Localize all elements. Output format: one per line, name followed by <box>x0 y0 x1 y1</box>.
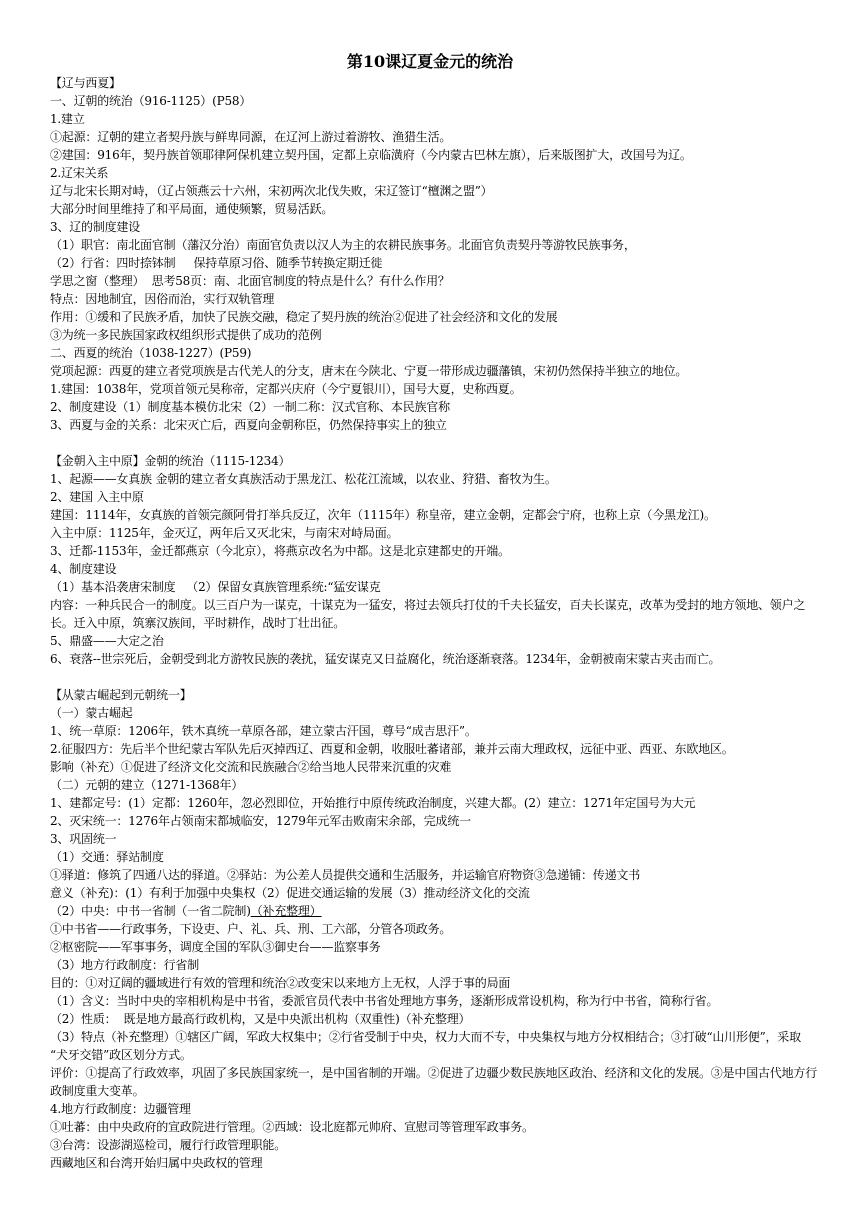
text-line: 4.地方行政制度：边疆管理 <box>50 1102 191 1116</box>
text-line: 辽与北宋长期对峙，（辽占领燕云十六州，宋初两次北伐失败，宋辽签订“檀渊之盟”） <box>50 184 493 198</box>
text-line: ①起源：辽朝的建立者契丹族与鲜卑同源，在辽河上游过着游牧、渔猎生活。 <box>50 130 452 144</box>
text-line: （3）地方行政制度：行省制 <box>50 958 200 972</box>
spacer <box>50 668 818 686</box>
text-line: 2.征服四方：先后半个世纪蒙古军队先后灭掉西辽、西夏和金朝，收服吐蕃诸部，兼并云南大理政权，远征中亚、西亚、东欧地区。 <box>50 742 734 756</box>
text-line: 1.建立 <box>50 112 85 126</box>
text-line: 一、辽朝的统治（916-1125）(P58） <box>50 94 252 108</box>
text-line <box>50 902 818 920</box>
text-line: （2）行省：四时捺钵制 保持草原习俗、随季节转换定期迁徙 <box>50 256 383 270</box>
section-liao-xixia <box>50 74 818 434</box>
text-line: 2、制度建设（1）制度基本模仿北宋（2）一制二称：汉式官称、本民族官称 <box>50 400 450 414</box>
section-heading: 【从蒙古崛起到元朝统一】 <box>50 688 192 702</box>
text-line: 1.建国：1038年，党项首领元昊称帝，定都兴庆府（今宁夏银川），国号大夏，史称西夏。 <box>50 382 522 396</box>
text-line: 大部分时间里维持了和平局面，通使频繁，贸易活跃。 <box>50 202 334 216</box>
text-line: 3、辽的制度建设 <box>50 220 141 234</box>
section-heading: 【金朝入主中原】金朝的统治（1115-1234） <box>50 454 291 468</box>
text-line: 5、鼎盛——大定之治 <box>50 634 164 648</box>
text-paragraph: 评价：①提高了行政效率，巩固了多民族国家统一，是中国省制的开端。②促进了边疆少数民族地区政治、经济和文化的发展。③是中国古代地方行政制度重大变革。 <box>50 1066 818 1098</box>
text-line: （一）蒙古崛起 <box>50 706 133 720</box>
text-line: ①吐蕃：由中央政府的宣政院进行管理。②西域：设北庭都元帅府、宣慰司等管理军政事务。 <box>50 1120 534 1134</box>
text-line: ①中书省——行政事务，下设吏、户、礼、兵、刑、工六部，分管各项政务。 <box>50 922 452 936</box>
text-line: 特点：因地制宜，因俗而治，实行双轨管理 <box>50 292 275 306</box>
text-line: 建国：1114年，女真族的首领完颜阿骨打举兵反辽，次年（1115年）称皇帝，建立金朝，定都会宁府，也称上京（今黑龙江)。 <box>50 508 716 522</box>
text-line: 6、衰落--世宗死后，金朝受到北方游牧民族的袭扰，猛安谋克又日益腐化，统治逐渐衰落。1234年，金朝被南宋蒙古夹击而亡。 <box>50 652 721 666</box>
text-line: 2.辽宋关系 <box>50 166 109 180</box>
document-body <box>50 74 818 1172</box>
text-line: 2、灭宋统一：1276年占领南宋都城临安，1279年元军击败南宋余部，完成统一 <box>50 814 471 828</box>
text-line: 1、建都定号：(1）定都：1260年，忽必烈即位，开始推行中原传统政治制度，兴建大都。(2）建立：1271年定国号为大元 <box>50 796 696 810</box>
text-line: 3、迁都-1153年，金迁都燕京（今北京），将燕京改名为中都。这是北京建都史的开端。 <box>50 544 510 558</box>
section-yuan <box>50 686 818 1172</box>
text-span: （2）中央：中书一省制（一省二院制) <box>50 904 251 918</box>
text-line: 影响（补充）①促进了经济文化交流和民族融合②给当地人民带来沉重的灾难 <box>50 760 452 774</box>
text-line: 意义（补充)：(1）有利于加强中央集权（2）促进交通运输的发展（3）推动经济文化的交流 <box>50 886 530 900</box>
text-line: 作用：①缓和了民族矛盾，加快了民族交融，稳定了契丹族的统治②促进了社会经济和文化的发展 <box>50 310 558 324</box>
section-jin <box>50 452 818 668</box>
text-line: ③台湾：设澎湖巡检司，履行行政管理职能。 <box>50 1138 287 1152</box>
text-line: 1、统一草原：1206年，铁木真统一草原各部，建立蒙古汗国，尊号“成吉思汗”。 <box>50 724 477 738</box>
text-line: 入主中原：1125年，金灭辽，两年后又灭北宋，与南宋对峙局面。 <box>50 526 399 540</box>
text-paragraph: （3）特点（补充整理）①辖区广阔，军政大权集中；②行省受制于中央，权力大而不专，中央集权与地方分权相结合；③打破“山川形便”，采取 “犬牙交错”政区划分方式。 <box>50 1030 801 1062</box>
text-line: 3、巩固统一 <box>50 832 117 846</box>
section-heading: 【辽与西夏】 <box>50 76 121 90</box>
text-line: 二、西夏的统治（1038-1227）(P59) <box>50 346 252 360</box>
text-line: （二）元朝的建立（1271-1368年） <box>50 778 244 792</box>
page-title: 第10课辽夏金元的统治 <box>346 52 514 71</box>
text-line: ②建国：916年，契丹族首领耶律阿保机建立契丹国，定都上京临潢府（今内蒙古巴林左旗），后来版图扩大，改国号为辽。 <box>50 148 692 162</box>
text-line: 西藏地区和台湾开始归属中央政权的管理 <box>50 1156 263 1170</box>
text-paragraph: 内容：一种兵民合一的制度。以三百户为一谋克，十谋克为一猛安，将过去领兵打仗的千夫长猛安，百夫长谋克，改革为受封的地方领地、领户之长。迁入中原，筑寨汉族间，平时耕作，战时丁壮出征。 <box>50 598 806 630</box>
text-line: （2）性质： 既是地方最高行政机构，又是中央派出机构（双重性)（补充整理） <box>50 1012 471 1026</box>
text-line: ②枢密院——军事事务，调度全国的军队③御史台——监察事务 <box>50 940 381 954</box>
text-line: 2、建国 入主中原 <box>50 490 144 504</box>
spacer <box>50 434 818 452</box>
text-line: （1）基本沿袭唐宋制度 （2）保留女真族管理系统:“猛安谋克 <box>50 580 381 594</box>
text-line: （1）职官：南北面官制（藩汉分治）南面官负责以汉人为主的农耕民族事务。北面官负责契丹等游牧民族事务， <box>50 238 636 252</box>
text-line: ①驿道：修筑了四通八达的驿道。②驿站：为公差人员提供交通和生活服务，并运输官府物资③急递铺：传递文书 <box>50 868 641 882</box>
text-line: 学思之窗（整理） 思考58页：南、北面官制度的特点是什么？有什么作用？ <box>50 274 450 288</box>
text-line: 党项起源：西夏的建立者党项族是古代羌人的分支，唐末在今陕北、宁夏一带形成边疆藩镇，宋初仍然保持半独立的地位。 <box>50 364 688 378</box>
underlined-note: （补充整理） <box>250 904 322 918</box>
text-line: 3、西夏与金的关系：北宋灭亡后，西夏向金朝称臣，仍然保持事实上的独立 <box>50 418 447 432</box>
text-line: 1、起源——女真族 金朝的建立者女真族活动于黑龙江、松花江流域，以农业、狩猎、畜牧为生。 <box>50 472 557 486</box>
text-line: （1）交通：驿站制度 <box>50 850 164 864</box>
text-line: （1）含义：当时中央的宰相机构是中书省，委派官员代表中书省处理地方事务，逐渐形成常设机构，称为行中书省，简称行省。 <box>50 994 719 1008</box>
text-line: 4、制度建设 <box>50 562 117 576</box>
text-line: ③为统一多民族国家政权组织形式提供了成功的范例 <box>50 328 322 342</box>
text-line: 目的：①对辽阔的疆域进行有效的管理和统治②改变宋以来地方上无权，人浮于事的局面 <box>50 976 511 990</box>
